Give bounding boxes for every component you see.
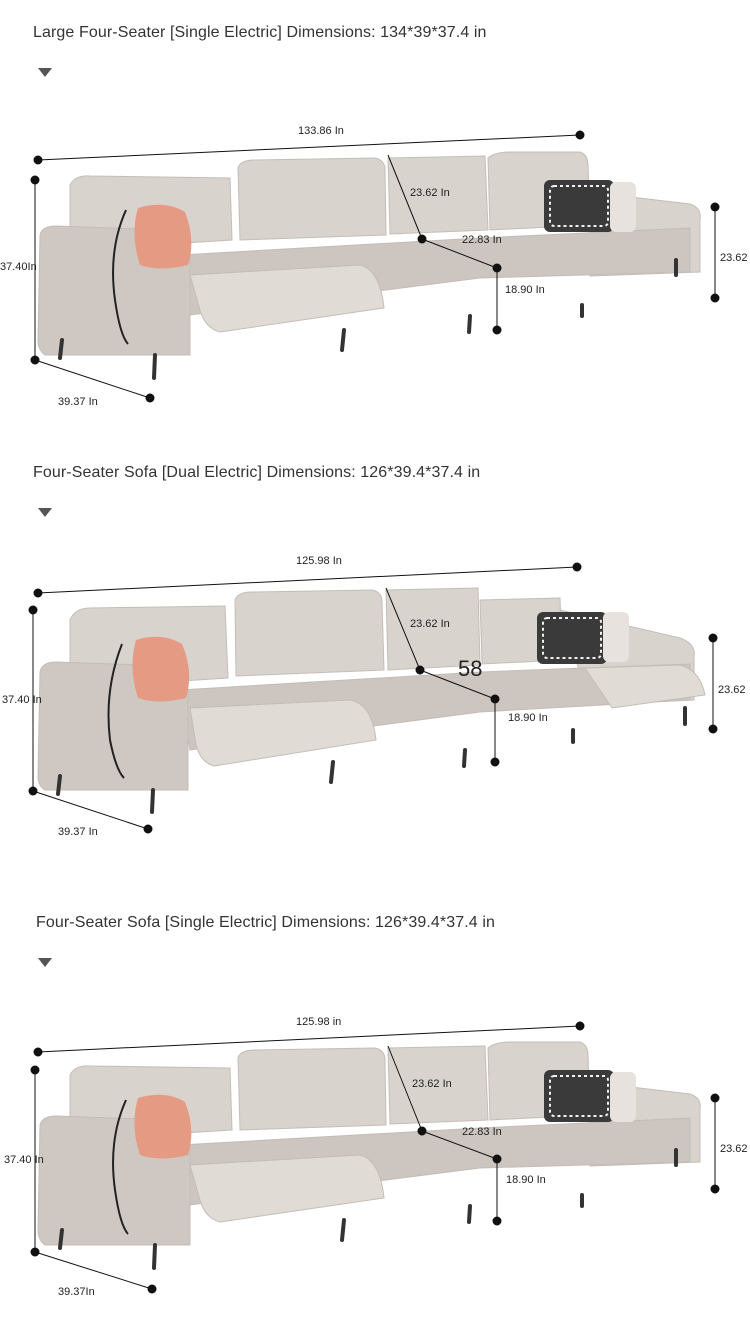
height-label: 37.40In [0, 261, 37, 273]
sofa-figure [0, 100, 750, 430]
houndstooth-pillow [544, 180, 614, 232]
seat-depth-label: 22.83 In [462, 234, 502, 246]
depth-label: 39.37 In [58, 396, 98, 408]
arm-height-label: 23.62 [718, 684, 746, 696]
sofa-illustration [0, 540, 750, 870]
seat-height-label: 18.90 In [506, 1174, 546, 1186]
sofa-figure [0, 540, 750, 870]
sofa-illustration [0, 990, 750, 1320]
section-title: Large Four-Seater [Single Electric] Dimensions: 134*39*37.4 in [33, 24, 487, 41]
back-height-label: 23.62 In [410, 618, 450, 630]
depth-label: 39.37In [58, 1286, 95, 1298]
badge-number: 58 [458, 656, 483, 681]
section-title: Four-Seater Sofa [Dual Electric] Dimensions: 126*39.4*37.4 in [33, 464, 481, 481]
triangle-down-icon[interactable] [38, 958, 52, 967]
width-label: 125.98 In [296, 555, 342, 567]
height-label: 37.40 In [2, 694, 42, 706]
sofa-illustration [0, 100, 750, 430]
height-label: 37.40 In [4, 1154, 44, 1166]
pillow [134, 1095, 191, 1159]
sofa-figure [0, 990, 750, 1320]
depth-label: 39.37 In [58, 826, 98, 838]
houndstooth-pillow [544, 1070, 614, 1122]
arm-height-label: 23.62 [720, 1143, 748, 1155]
width-label: 125.98 in [296, 1016, 342, 1028]
back-height-label: 23.62 In [410, 187, 450, 199]
pillow [132, 637, 189, 702]
section-title: Four-Seater Sofa [Single Electric] Dimensions: 126*39.4*37.4 in [36, 914, 495, 931]
back-height-label: 23.62 In [412, 1078, 452, 1090]
houndstooth-pillow [537, 612, 607, 664]
width-label: 133.86 In [298, 125, 344, 137]
triangle-down-icon[interactable] [38, 68, 52, 77]
seat-height-label: 18.90 In [508, 712, 548, 724]
arm-height-label: 23.62 [720, 252, 748, 264]
seat-height-label: 18.90 In [505, 284, 545, 296]
seat-depth-label: 22.83 In [462, 1126, 502, 1138]
pillow [134, 205, 191, 269]
triangle-down-icon[interactable] [38, 508, 52, 517]
